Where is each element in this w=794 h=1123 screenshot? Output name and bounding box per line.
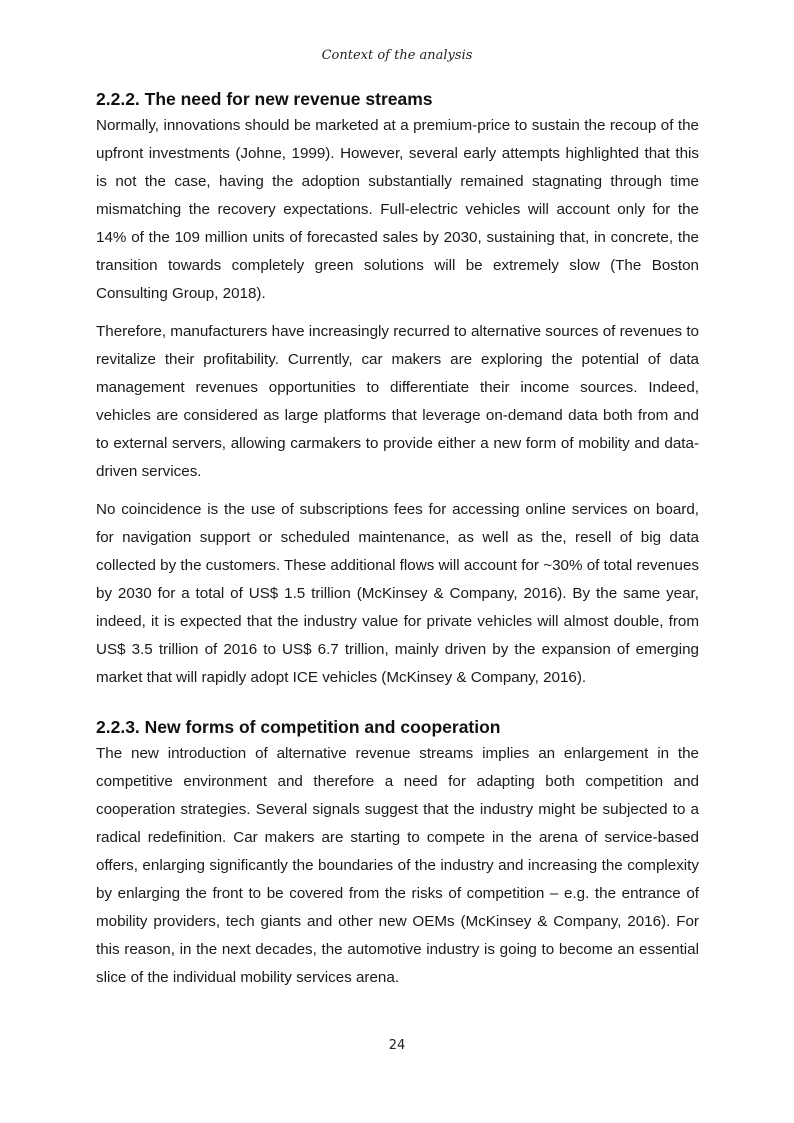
section-2-2-2	[96, 86, 699, 692]
section-heading: 2.2.3. New forms of competition and cooperation	[96, 717, 501, 737]
running-header: Context of the analysis	[321, 48, 473, 63]
body-paragraph: The new introduction of alternative revenue streams implies an enlargement in the competitive environment and therefore a need for adapting both competition and cooperation strategies. Several signals suggest that the industry might be subjected to a radical redefinition. Car makers are starting to compete in the arena of service-based offers, enlarging significantly the boundaries of the industry and increasing the complexity by enlarging the front to be covered from the risks of competition – e.g. the entrance of mobility providers, tech giants and other new OEMs (McKinsey & Company, 2016). For this reason, in the next decades, the automotive industry is going to become an essential slice of the individual mobility services arena.	[96, 745, 699, 986]
body-paragraph: No coincidence is the use of subscriptions fees for accessing online services on board, for navigation support or scheduled maintenance, as well as the, resell of big data collected by the customers. These additional flows will account for ~30% of total revenues by 2030 for a total of US$ 1.5 trillion (McKinsey & Company, 2016). By the same year, indeed, it is expected that the industry value for private vehicles will almost double, from US$ 3.5 trillion of 2016 to US$ 6.7 trillion, mainly driven by the expansion of emerging market that will rapidly adopt ICE vehicles (McKinsey & Company, 2016).	[96, 501, 699, 686]
body-paragraph: Therefore, manufacturers have increasingly recurred to alternative sources of revenues to revitalize their profitability. Currently, car makers are exploring the potential of data management revenues opportunities to differentiate their income sources. Indeed, vehicles are considered as large platforms that leverage on-demand data both from and to external servers, allowing carmakers to provide either a new form of mobility and data-driven services.	[96, 323, 699, 480]
page-number: 24	[388, 1038, 406, 1053]
section-heading: 2.2.2. The need for new revenue streams	[96, 89, 433, 109]
section-spacer	[96, 702, 699, 714]
section-2-2-3	[96, 714, 699, 992]
page-content	[96, 86, 699, 1002]
body-paragraph: Normally, innovations should be marketed at a premium-price to sustain the recoup of the upfront investments (Johne, 1999). However, several early attempts highlighted that this is not the case, having the adoption substantially remained stagnating through time mismatching the recovery expectations. Full-electric vehicles will account only for the 14% of the 109 million units of forecasted sales by 2030, sustaining that, in concrete, the transition towards completely green solutions will be extremely slow (The Boston Consulting Group, 2018).	[96, 117, 699, 302]
